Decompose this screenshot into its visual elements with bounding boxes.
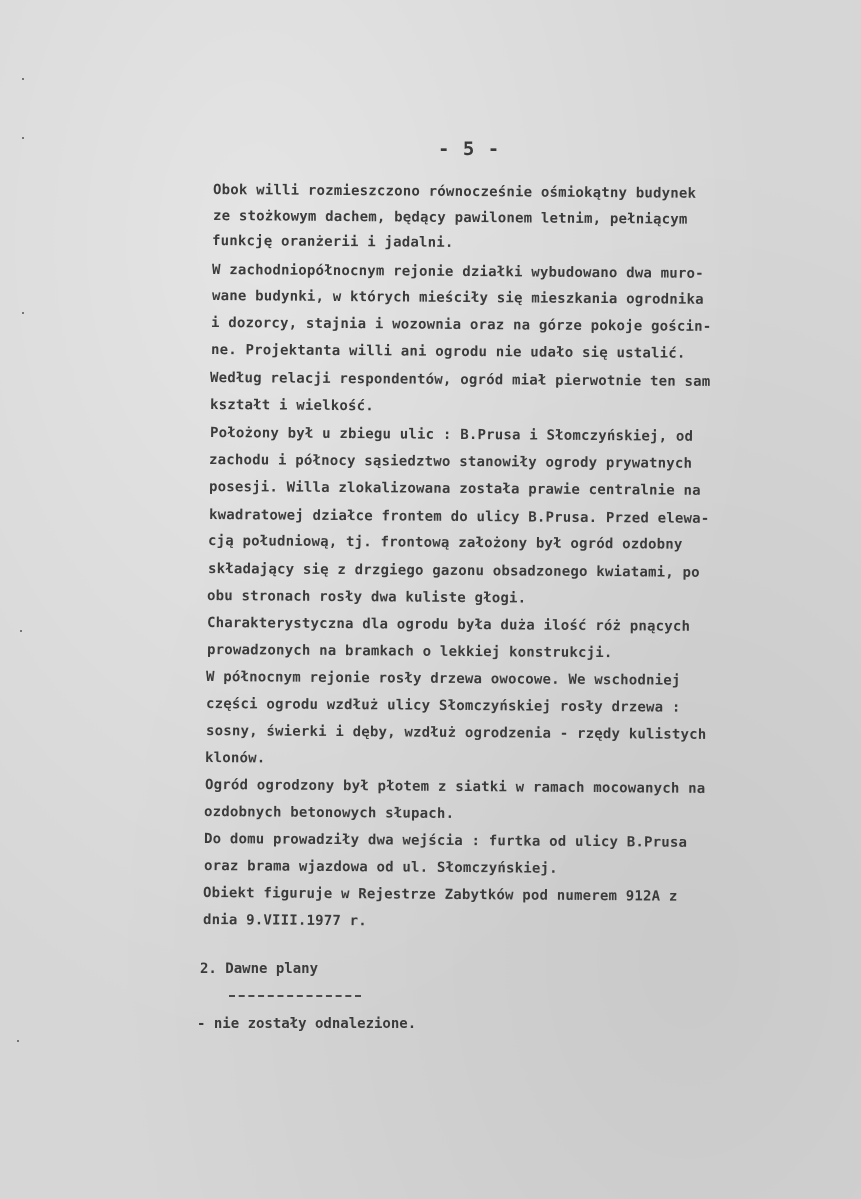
- text-line: wane budynki, w których mieściły się mieszkania ogrodnika: [211, 288, 704, 308]
- text-line: W zachodniopółnocnym rejonie działki wybudowano dwa muro-: [211, 262, 704, 282]
- text-line: ozdobnych betonowych słupach.: [204, 804, 455, 822]
- text-line: części ogrodu wzdłuż ulicy Słomczyńskiej rosły drzewa :: [205, 696, 681, 716]
- text-line: Charakterystyczna dla ogrodu była duża ilość róż pnących: [206, 615, 691, 635]
- text-line: zachodu i północy sąsiedztwo stanowiły ogrody prywatnych: [209, 452, 693, 472]
- text-line: ze stożkowym dachem, będący pawilonem letnim, pełniącym: [212, 208, 688, 228]
- section-heading: 2. Dawne plany: [200, 961, 319, 977]
- margin-mark: [22, 78, 24, 80]
- margin-mark: [20, 630, 22, 632]
- text-line: Do domu prowadziły dwa wejścia : furtka od ulicy B.Prusa: [204, 831, 688, 851]
- margin-mark: [17, 1040, 19, 1042]
- text-line: oraz brama wjazdowa od ul. Słomczyńskiej.: [203, 858, 558, 877]
- text-line: ne. Projektanta willi ani ogrodu nie udało się ustalić.: [210, 342, 686, 362]
- section-note: - nie zostały odnalezione.: [197, 1016, 417, 1032]
- text-line: funkcję oranżerii i jadalni.: [212, 233, 454, 251]
- heading-underline: [229, 995, 361, 997]
- text-line: Położony był u zbiegu ulic : B.Prusa i Słomczyńskiej, od: [209, 425, 693, 445]
- text-line: posesji. Willa zlokalizowana została prawie centralnie na: [208, 479, 701, 499]
- text-line: dnia 9.VIII.1977 r.: [202, 912, 368, 930]
- text-line: Obiekt figuruje w Rejestrze Zabytków pod numerem 912A z: [203, 885, 679, 905]
- text-line: prowadzonych na bramkach o lekkiej konstrukcji.: [206, 642, 613, 662]
- text-line: składający się z drzgiego gazonu obsadzonego kwiatami, po: [207, 561, 700, 581]
- text-line: Obok willi rozmieszczono równocześnie ośmiokątny budynek: [212, 182, 697, 202]
- page-number: - 5 -: [438, 138, 501, 160]
- text-line: sosny, świerki i dęby, wzdłuż ogrodzenia - rzędy kulistych: [205, 723, 707, 743]
- text-line: klonów.: [205, 750, 266, 767]
- text-line: W północnym rejonie rosły drzewa owocowe. We wschodniej: [206, 669, 681, 689]
- text-line: kształt i wielkość.: [209, 397, 375, 415]
- text-line: cją południową, tj. frontową założony był ogród ozdobny: [208, 533, 683, 553]
- text-line: i dozorcy, stajnia i wozownia oraz na górze pokoje gościn-: [211, 315, 712, 335]
- text-line: Ogród ogrodzony był płotem z siatki w ramach mocowanych na: [204, 777, 706, 797]
- text-line: kwadratowej działce frontem do ulicy B.Prusa. Przed elewa-: [208, 507, 710, 527]
- text-line: Według relacji respondentów, ogród miał pierwotnie ten sam: [210, 370, 711, 390]
- margin-mark: [22, 137, 24, 139]
- margin-mark: [22, 312, 24, 314]
- text-line: obu stronach rosły dwa kuliste głogi.: [207, 588, 527, 607]
